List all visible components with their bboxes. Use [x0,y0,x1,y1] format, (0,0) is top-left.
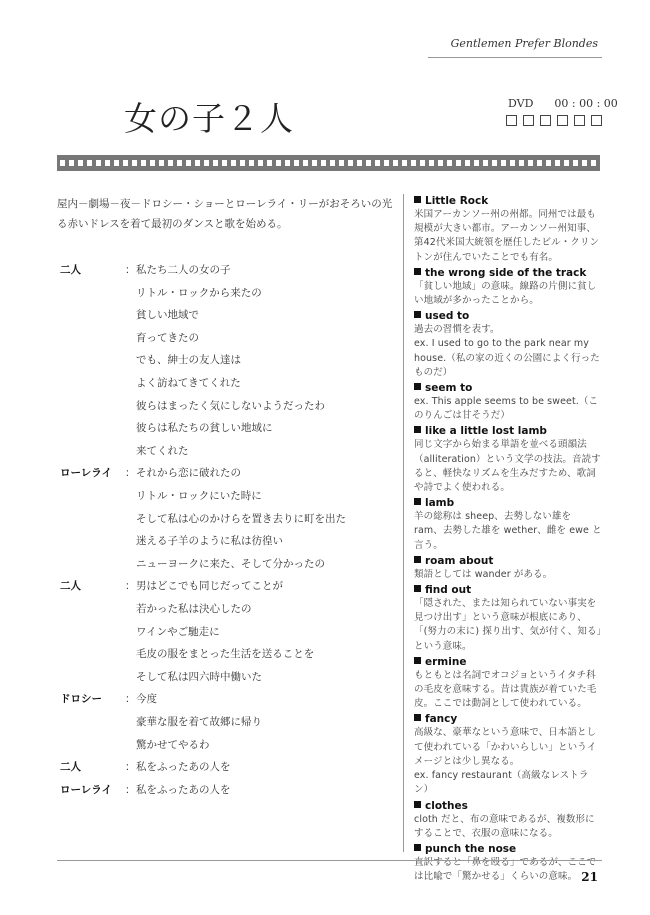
glossary-definition: 直訳すると「鼻を殴る」であるが、ここでは比喩で「驚かせる」くらいの意味。 [414,856,597,883]
glossary-term-text: ermine [425,655,467,668]
square-bullet-icon [414,556,421,563]
film-strip-divider [57,155,600,171]
glossary-term-text: lamb [425,497,455,510]
glossary-entry [414,309,602,380]
glossary-definition: もともとは名詞でオコジョというイタチ科の毛皮を意味する。昔は貴族が着ていた毛皮。ここでは動詞として使われている。 [414,669,597,710]
glossary-term-text: find out [425,584,472,597]
lyric-text: 毛皮の服をまとった生活を送ることを [136,648,315,661]
glossary-term [414,496,602,510]
square-bullet-icon [414,311,421,318]
checkbox-3[interactable] [540,115,551,126]
speaker-name: 二人 [60,580,81,593]
lyric-text: ワインやご馳走に [136,625,220,638]
glossary-term-text: punch the nose [425,842,517,855]
glossary-term-text: like a little lost lamb [425,425,547,438]
glossary-term [414,842,602,856]
timecode: 00 : 00 : 00 [554,97,618,110]
glossary-entry [414,266,602,308]
lyric-text: そして私は心のかけらを置き去りに町を出た [136,512,346,525]
speaker-name: ドロシー [60,693,102,706]
lyric-text: ニューヨークに来た、そして分かったの [136,557,325,570]
checkbox-row [506,115,602,126]
series-title: Gentlemen Prefer Blondes [450,37,598,50]
glossary-definition: 高級な、豪華なという意味で、日本語として使われている「かわいらしい」というイメージとは少し異なる。 ex. fancy restaurant（高級なレストラン） [414,727,597,796]
lyric-text: 彼らはまったく気にしないようだったわ [136,399,325,412]
checkbox-5[interactable] [574,115,585,126]
square-bullet-icon [414,844,421,851]
glossary-term-text: seem to [425,382,473,395]
lyric-text: 彼らは私たちの貧しい地域に [136,422,273,435]
square-bullet-icon [414,196,421,203]
glossary-column [414,194,602,885]
speaker-colon: ： [125,761,136,774]
column-divider [403,194,404,852]
speaker-colon: ： [125,783,136,796]
lyric-text: 驚かせてやるわ [136,738,210,751]
page-number: 21 [581,870,598,884]
lyric-text: 若かった私は決心したの [136,603,252,615]
lyric-text: 私をふったあの人を [136,761,231,774]
square-bullet-icon [414,714,421,721]
glossary-entry [414,194,602,265]
speaker-colon: ： [125,693,136,706]
checkbox-6[interactable] [591,115,602,126]
lyric-text: リトル・ロックから来たの [136,286,262,299]
glossary-entry [414,712,602,797]
scene-description: 屋内－劇場－夜－ドロシー・ショーとローレライ・リーがおそろいの光る赤いドレスを着て最初のダンスと歌を始める。 [57,198,393,230]
speaker-name: ローレライ [60,467,112,480]
glossary-definition: 「隠された、または知られていない事実を見つけ出す」という意味が根底にあり、「(努力の末に) 探り出す、気が付く、知る」という意味。 [414,598,602,652]
glossary-definition: 類語としては wander がある。 [414,568,553,580]
lyric-text: でも、紳士の友人達は [136,354,241,367]
lyric-text: 貧しい地域で [136,309,199,322]
glossary-definition: 「貧しい地域」の意味。線路の片側に貧しい地域が多かったことから。 [414,280,597,307]
checkbox-2[interactable] [523,115,534,126]
glossary-entry [414,424,602,495]
square-bullet-icon [414,426,421,433]
glossary-definition: 米国アーカンソー州の州都。同州では最も規模が大きい都市。アーカンソー州知事、第42代米国大統領を歴任したビル・クリントンが住んでいたことでも有名。 [414,209,600,263]
dvd-timecode [508,97,618,110]
glossary-entry [414,655,602,712]
glossary-term [414,424,602,438]
dvd-label: DVD [508,97,534,110]
checkbox-4[interactable] [557,115,568,126]
speaker-name: 二人 [60,761,81,774]
glossary-definition: 羊の総称は sheep、去勢しない雄を ram、去勢した雄を wether、雌を ewe と言う。 [414,511,602,551]
glossary-term-text: fancy [425,713,458,726]
lyric-text: 今度 [136,693,157,706]
footer-rule [57,860,602,861]
glossary-term-text: used to [425,310,470,323]
speaker-name: ローレライ [60,783,112,796]
lyric-text: 私をふったあの人を [136,783,231,796]
lyric-text: よく訪ねてきてくれた [136,377,241,389]
glossary-term-text: roam about [425,554,494,567]
glossary-term-text: Little Rock [425,195,489,207]
glossary-term [414,266,602,280]
glossary-entry [414,496,602,553]
glossary-term [414,712,602,726]
film-holes [60,160,597,166]
lyric-text: そして私は四六時中働いた [136,670,262,683]
glossary-term [414,194,602,208]
glossary-definition: cloth だと、布の意味であるが、複数形にすることで、衣服の意味になる。 [414,813,595,839]
square-bullet-icon [414,268,421,275]
glossary-term [414,799,602,813]
lyric-text: 来てくれた [136,444,189,457]
square-bullet-icon [414,801,421,808]
glossary-definition: 過去の習慣を表す。 ex. I used to go to the park near my house.（私の家の近くの公園によく行ったものだ） [414,324,600,378]
glossary-entry [414,799,602,841]
speaker-colon: ： [125,580,136,593]
glossary-term [414,655,602,669]
glossary-term [414,309,602,323]
header-rule [428,57,602,58]
square-bullet-icon [414,585,421,592]
lyric-text: 迷える子羊のように私は彷徨い [136,535,283,548]
speaker-colon: ： [125,264,136,276]
lyric-text: リトル・ロックにいた時に [136,490,262,502]
glossary-entry [414,842,602,884]
glossary-term [414,583,602,597]
lyric-text: それから恋に破れたの [136,467,241,480]
glossary-entry [414,554,602,582]
glossary-term-text: the wrong side of the track [425,266,587,279]
speaker-name: 二人 [60,264,81,276]
chapter-title: 女の子２人 [124,99,294,138]
lyric-text: 豪華な服を着て故郷に帰り [136,716,262,728]
lyric-text: 男はどこでも同じだってことが [136,580,283,593]
checkbox-1[interactable] [506,115,517,126]
glossary-term [414,554,602,568]
glossary-definition: ex. This apple seems to be sweet.（このりんごは甘そうだ） [414,396,599,422]
square-bullet-icon [414,383,421,390]
glossary-definition: 同じ文字から始まる単語を並べる頭韻法（alliteration）という文学の技法。音読すると、軽快なリズムを生みだすため、歌詞や詩でよく使われる。 [414,439,601,494]
glossary-entry [414,381,602,423]
lyric-text: 私たち二人の女の子 [136,264,231,276]
glossary-term-text: clothes [425,799,468,812]
glossary-term [414,381,602,395]
square-bullet-icon [414,657,421,664]
lyric-text: 育ってきたの [136,331,199,344]
square-bullet-icon [414,498,421,505]
glossary-entry [414,583,602,654]
speaker-colon: ： [125,467,136,480]
